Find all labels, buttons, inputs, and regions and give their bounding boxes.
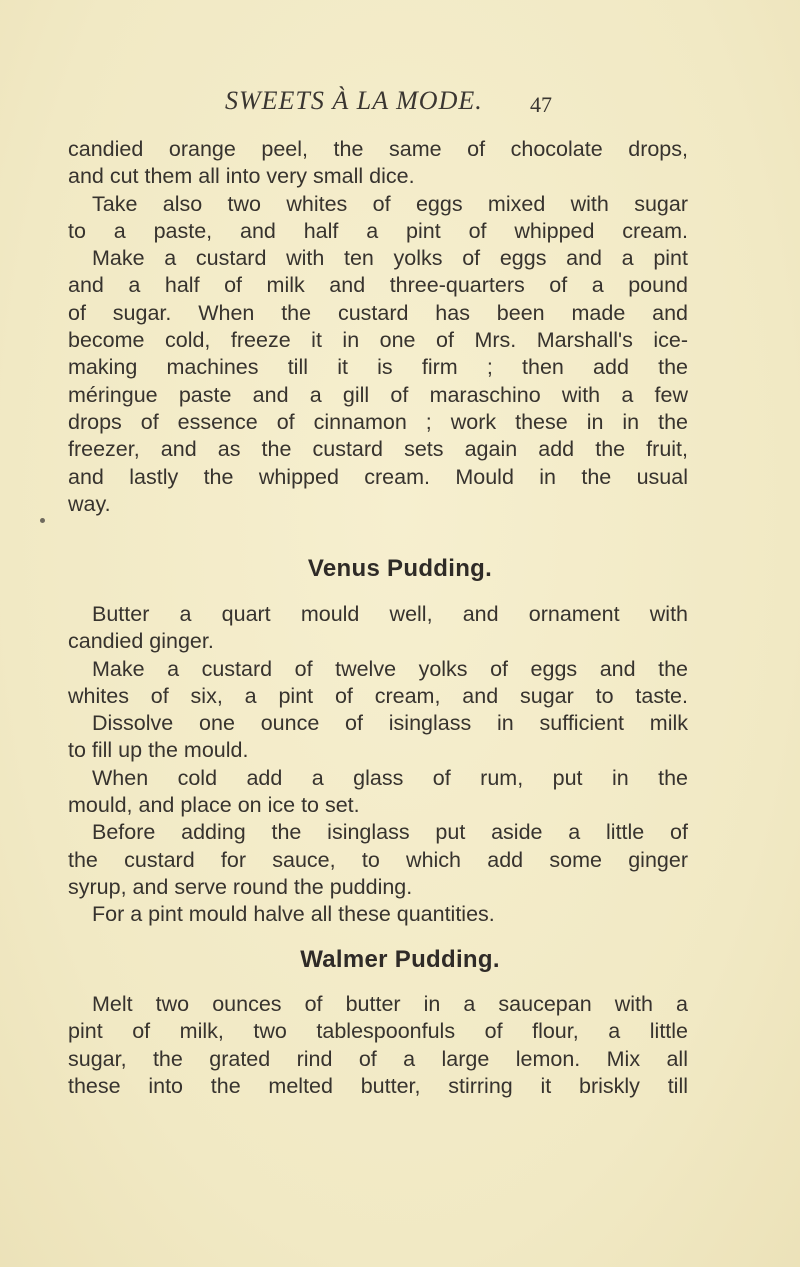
text-line: Take also two whites of eggs mixed with sugar [92,191,688,216]
text-line: When cold add a glass of rum, put in the [92,765,688,790]
text-line: making machines till it is firm ; then add the [68,355,688,380]
text-line: the custard for sauce, to which add some ginger [68,847,688,872]
running-title: SWEETS À LA MODE. [225,86,483,115]
text-line: Make a custard of twelve yolks of eggs and the [92,656,688,681]
text-line: and cut them all into very small dice. [68,164,415,189]
page-number: 47 [530,92,552,117]
text-line: of sugar. When the custard has been made and [68,300,688,325]
text-line: these into the melted butter, stirring it briskly till [68,1073,688,1098]
margin-speck [40,518,45,523]
text-line: Dissolve one ounce of isinglass in sufficient milk [92,711,688,736]
text-line: and lastly the whipped cream. Mould in the usual [68,464,688,489]
text-line: Before adding the isinglass put aside a little of [92,820,688,845]
text-line: syrup, and serve round the pudding. [68,874,413,899]
text-line: sugar, the grated rind of a large lemon. Mix all [68,1046,688,1071]
venus-pudding-heading: Venus Pudding. [307,555,493,582]
text-line: pint of milk, two tablespoonfuls of flour, a little [68,1019,688,1044]
text-line: candied orange peel, the same of chocolate drops, [68,137,688,161]
text-line: Make a custard with ten yolks of eggs and a pint [92,246,688,271]
venus-pudding-recipe [68,601,688,929]
text-line: whites of six, a pint of cream, and sugar to taste. [68,683,688,708]
text-line: to a paste, and half a pint of whipped cream. [68,218,688,243]
text-line: way. [68,491,111,516]
text-line: and a half of milk and three-quarters of a pound [68,273,688,298]
text-line: méringue paste and a gill of maraschino with a few [68,382,688,407]
text-line: mould, and place on ice to set. [68,793,360,818]
text-line: drops of essence of cinnamon ; work these in in the [68,409,688,434]
text-line: Butter a quart mould well, and ornament with [92,602,688,626]
text-line: Melt two ounces of butter in a saucepan with a [92,992,688,1016]
continuation-paragraphs [68,136,688,518]
walmer-pudding-heading: Walmer Pudding. [300,946,500,973]
text-line: to fill up the mould. [68,738,249,763]
text-line: candied ginger. [68,629,214,654]
text-line: freezer, and as the custard sets again add the fruit, [68,437,688,462]
walmer-pudding-recipe [68,991,688,1100]
text-line: become cold, freeze it in one of Mrs. Marshall's ice- [68,328,688,353]
text-line: For a pint mould halve all these quantities. [92,902,495,927]
